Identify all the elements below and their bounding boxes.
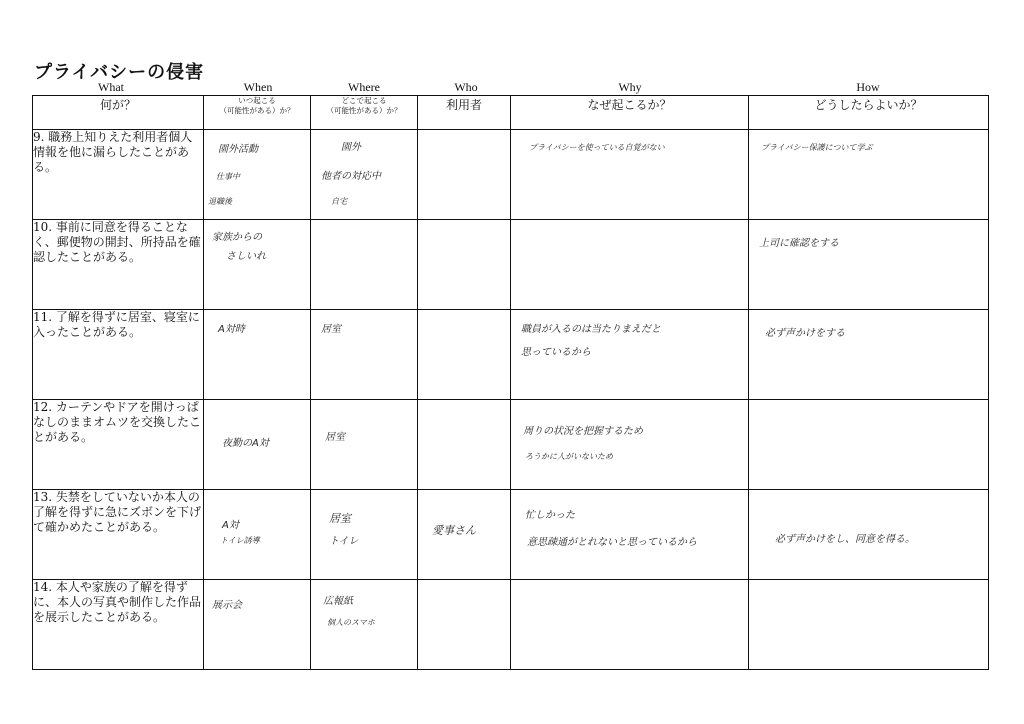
who-cell (418, 220, 511, 310)
table-row (33, 580, 989, 670)
where-cell (311, 220, 418, 310)
header-where (311, 96, 418, 130)
where-cell (311, 130, 418, 220)
handwritten-note: 広報紙 (323, 596, 353, 607)
table-row (33, 490, 989, 580)
item-cell: 12. カーテンやドアを開けっぱなしのままオムツを交換したことがある。 (33, 400, 204, 490)
when-cell (204, 130, 311, 220)
header-why: なぜ起こるか？ (511, 96, 749, 130)
item-cell: 10. 事前に同意を得ることなく、郵便物の開封、所持品を確認したことがある。 (33, 220, 204, 310)
how-cell (749, 130, 989, 220)
handwritten-note: 家族からの (212, 232, 262, 243)
handwritten-note: 忙しかった (525, 510, 575, 521)
handwritten-note: プライバシー保護について学ぶ (761, 143, 873, 152)
who-cell (418, 310, 511, 400)
handwritten-note: 退職後 (208, 197, 232, 206)
handwritten-note: 個人のスマホ (327, 618, 375, 627)
page-title: プライバシーの侵害 (34, 62, 205, 83)
header-when-line2: （可能性がある）か？ (219, 106, 295, 115)
handwritten-note: 愛事さん (432, 524, 476, 537)
privacy-table (32, 95, 989, 670)
header-en-how: How (856, 80, 880, 94)
handwritten-note: A対 (222, 520, 239, 531)
handwritten-note: 職員が入るのは当たりまえだと (521, 324, 661, 335)
how-cell (749, 310, 989, 400)
why-cell (511, 400, 749, 490)
who-cell (418, 130, 511, 220)
handwritten-note: トイレ (329, 536, 359, 547)
when-cell (204, 310, 311, 400)
handwritten-note: 仕事中 (216, 172, 240, 181)
header-en-when: When (243, 80, 273, 94)
header-when-line1: いつ起こる (238, 96, 276, 105)
header-how: どうしたらよいか？ (749, 96, 989, 130)
header-en-what: What (98, 80, 124, 94)
handwritten-note: 園外 (341, 142, 361, 153)
when-cell (204, 580, 311, 670)
handwritten-note: ろうかに人がいないため (525, 452, 613, 461)
why-cell (511, 580, 749, 670)
why-cell (511, 490, 749, 580)
when-cell (204, 490, 311, 580)
how-cell (749, 220, 989, 310)
when-cell (204, 400, 311, 490)
why-cell (511, 310, 749, 400)
handwritten-note: A対時 (218, 324, 245, 335)
handwritten-note: 園外活動 (218, 144, 258, 155)
who-cell (418, 580, 511, 670)
where-cell (311, 310, 418, 400)
handwritten-note: 上司に確認をする (759, 238, 839, 249)
where-cell (311, 400, 418, 490)
handwritten-note: 必ず声かけをし、同意を得る。 (775, 534, 915, 545)
header-en-where: Where (348, 80, 380, 94)
why-cell (511, 220, 749, 310)
handwritten-note: 居室 (329, 512, 351, 525)
table-row (33, 310, 989, 400)
header-when (204, 96, 311, 130)
item-cell: 9. 職務上知りえた利用者個人情報を他に漏らしたことがある。 (33, 130, 204, 220)
handwritten-note: 必ず声かけをする (765, 328, 845, 339)
item-cell: 11. 了解を得ずに居室、寝室に入ったことがある。 (33, 310, 204, 400)
where-cell (311, 490, 418, 580)
handwritten-note: 周りの状況を把握するため (523, 426, 643, 437)
table-row (33, 130, 989, 220)
handwritten-note: 展示会 (212, 600, 242, 611)
how-cell (749, 490, 989, 580)
table-row (33, 400, 989, 490)
handwritten-note: 意思疎通がとれないと思っているから (527, 537, 697, 548)
item-cell: 14. 本人や家族の了解を得ずに、本人の写真や制作した作品を展示したことがある。 (33, 580, 204, 670)
how-cell (749, 400, 989, 490)
header-en-why: Why (618, 80, 642, 94)
table-row (33, 220, 989, 310)
header-en-who: Who (454, 80, 478, 94)
item-cell: 13. 失禁をしていないか本人の了解を得ずに急にズボンを下げて確かめたことがある。 (33, 490, 204, 580)
header-who: 利用者 (418, 96, 511, 130)
who-cell (418, 490, 511, 580)
handwritten-note: 居室 (321, 324, 341, 335)
header-what: 何が？ (33, 96, 204, 130)
handwritten-note: 思っているから (521, 347, 591, 358)
header-where-line1: どこで起こる (341, 96, 387, 105)
where-cell (311, 580, 418, 670)
handwritten-note: 他者の対応中 (321, 171, 381, 182)
handwritten-note: プライバシーを使っている自覚がない (529, 143, 665, 152)
handwritten-note: トイレ誘導 (220, 536, 260, 545)
handwritten-note: さしいれ (226, 251, 266, 262)
how-cell (749, 580, 989, 670)
why-cell (511, 130, 749, 220)
when-cell (204, 220, 311, 310)
handwritten-note: 夜勤のA対 (222, 438, 269, 449)
handwritten-note: 自宅 (331, 197, 347, 206)
handwritten-note: 居室 (325, 432, 345, 443)
header-where-line2: （可能性がある）か？ (326, 106, 402, 115)
who-cell (418, 400, 511, 490)
